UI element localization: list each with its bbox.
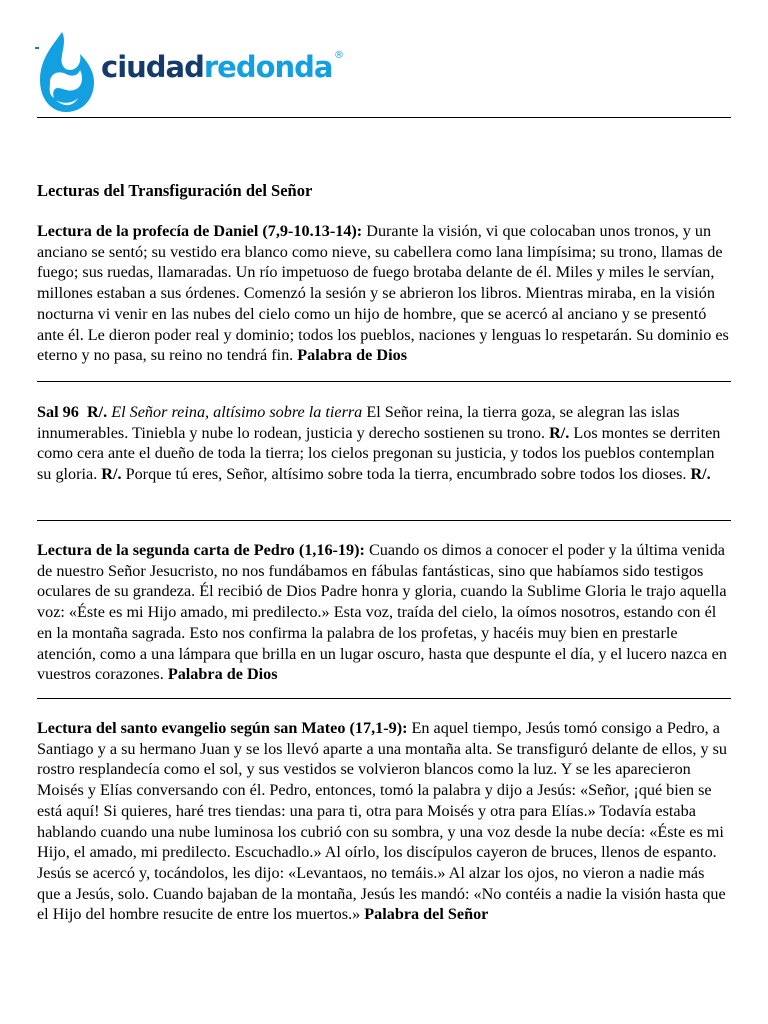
psalm-response-marker: R/. xyxy=(86,403,108,421)
psalm-response-marker: R/. xyxy=(101,465,122,484)
psalm-text-3: Porque tú eres, Señor, altísimo sobre toda la tierra, encumbrado sobre todos los dioses. xyxy=(121,465,691,484)
header-divider xyxy=(37,117,731,118)
page-title: Lecturas del Transfiguración del Señor xyxy=(37,181,313,200)
reading-pedro xyxy=(37,540,731,685)
section-divider xyxy=(37,520,731,521)
brand-name-part1: ciudad xyxy=(101,50,204,84)
psalm-response-marker: R/. xyxy=(549,423,570,442)
reading-pedro-closing: Palabra de Dios xyxy=(167,665,278,684)
reading-gospel-text: En aquel tiempo, Jesús tomó consigo a Pedro, a Santiago y a su hermano Juan y se los llevó aparte a una montaña alta. Se transfiguró delante de ellos, y su rostro resplandecía como el sol, y sus vestidos se volvieron blancos como la luz. Y se les aparecieron Moisés y Elías conversando con él. Pedro, entonces, tomó la palabra y dijo a Jesús: «Señor, ¡qué bien se está aquí! Si quieres, haré tres tiendas: una para ti, otra para Moisés y otra para Elías.» Todavía estaba hablando cuando una nube luminosa los cubrió con su sombra, y una voz desde la nube decía: «Éste es mi Hijo, el amado, mi predilecto. Escuchadlo.» Al oírlo, los discípulos cayeron de bruces, llenos de espanto. Jesús se acercó y, tocándolos, les dijo: «Levantaos, no temáis.» Al alzar los ojos, no vieron a nadie más que a Jesús, solo. Cuando bajaban de la montaña, Jesús les mandó: «No contéis a nadie la visión hasta que el Hijo del hombre resucite de entre los muertos.» xyxy=(37,719,728,924)
reading-pedro-heading: Lectura de la segunda carta de Pedro (1,16-19): xyxy=(37,541,365,559)
brand-name[interactable] xyxy=(101,50,333,84)
reading-gospel-closing: Palabra del Señor xyxy=(364,905,489,924)
reading-daniel xyxy=(37,221,731,366)
psalm-text-1: El Señor reina, la tierra goza, se alegran las islas innumerables. Tiniebla y nube lo rodean, justicia y derecho sostienen su trono. xyxy=(37,403,680,442)
section-divider xyxy=(37,698,731,699)
psalm xyxy=(37,402,731,485)
reading-daniel-text: Durante la visión, vi que colocaban unos tronos, y un anciano se sentó; su vestido era blanco como nieve, su cabellera como lana limpísima; su trono, llamas de fuego; sus ruedas, llamaradas. Un río impetuoso de fuego brotaba delante de él. Miles y miles le servían, millones estaban a sus órdenes. Comenzó la sesión y se abrieron los libros. Mientras miraba, en la visión nocturna vi venir en las nubes del cielo como un hijo de hombre, que se acercó al anciano y se presentó ante él. Le dieron poder real y dominio; todos los pueblos, naciones y lenguas lo respetarán. Su dominio es eterno y no pasa, su reino no tendrá fin. xyxy=(37,222,729,365)
psalm-ref: Sal 96 xyxy=(37,403,79,421)
psalm-response-marker: R/. xyxy=(690,465,711,484)
registered-mark: ® xyxy=(334,50,344,61)
reading-daniel-heading: Lectura de la profecía de Daniel (7,9-10.13-14): xyxy=(37,222,363,240)
reading-gospel-heading: Lectura del santo evangelio según san Mateo (17,1-9): xyxy=(37,719,408,737)
reading-pedro-text: Cuando os dimos a conocer el poder y la última venida de nuestro Señor Jesucristo, no nos fundábamos en fábulas fantásticas, sino que habíamos sido testigos oculares de su grandeza. Él recibió de Dios Padre honra y gloria, cuando la Sublime Gloria le trajo aquella voz: «Éste es mi Hijo amado, mi predilecto.» Esta voz, traída del cielo, la oímos nosotros, estando con él en la montaña sagrada. Esto nos confirma la palabra de los profetas, y hacéis muy bien en prestarle atención, como a una lámpara que brilla en un lugar oscuro, hasta que despunte el día, y el lucero nazca en vuestros corazones. xyxy=(37,541,727,684)
reading-gospel xyxy=(37,718,731,925)
reading-daniel-closing: Palabra de Dios xyxy=(297,346,407,365)
brand-name-part2: redonda xyxy=(203,50,333,84)
section-divider xyxy=(37,381,731,382)
psalm-antiphon: El Señor reina, altísimo sobre la tierra xyxy=(111,403,363,421)
psalm-text-2: Los montes se derriten como cera ante el dueño de toda la tierra; los cielos pregonan su justicia, y todos los pueblos contemplan su gloria. xyxy=(37,423,721,484)
flame-logo-icon xyxy=(36,30,98,118)
